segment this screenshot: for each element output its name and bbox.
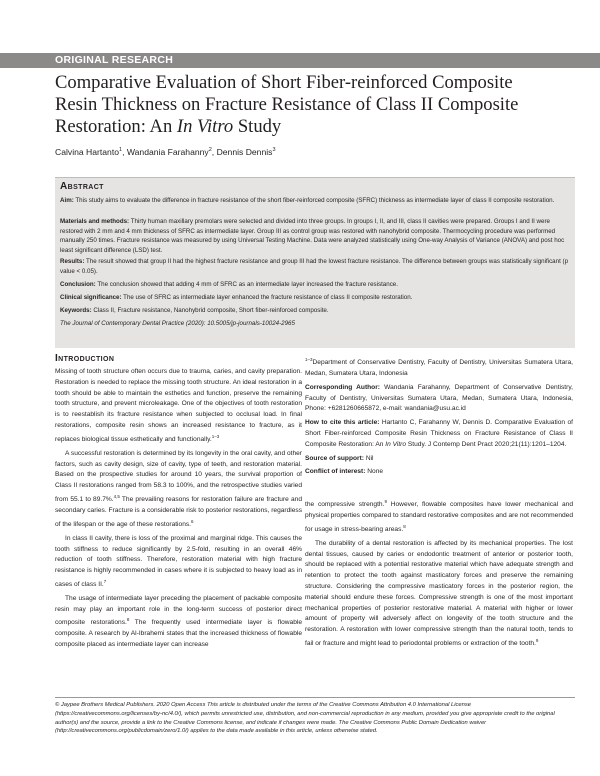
intro-heading: Introduction	[55, 353, 115, 364]
author-list: Calvina Hartanto$^1$, Wandania Farahanny$^2$, Dennis Dennis$^3$	[55, 147, 276, 157]
abstract-aim: Aim: This study aims to evaluate the difference in fracture resistance of the short fiber-reinforced composite (SFRC) thickness as intermediate layer of class II composite restoration.	[60, 197, 555, 204]
abstract-citation: The Journal of Contemporary Dental Practice (2020): 10.5005/jp-journals-10024-2965	[60, 320, 295, 327]
article-title	[55, 72, 575, 138]
conflict-of-interest: Conflict of interest: None	[305, 468, 384, 476]
abstract-heading: Abstract	[60, 181, 104, 192]
intro-paragraph-1: Missing of tooth structure often occurs due to trauma, caries, and cavity preparation. Restoration is needed to replace the missing tooth structure. An ideal restoration in a tooth should be able to maintain the esthetics and function, preserve the remaining tooth structure, and prevent microleakage. One of the objectives of tooth restoration is to reestablish its fracture resistance when subjected to occlusal load. In final restorations, composite resin shows an increased resistance to fracture, as it replaces biological tissue esthetically and functionally.$^{1-3}$	[55, 368, 302, 443]
how-to-cite: How to cite this article: Hartanto C, Farahanny W, Dennis D. Comparative Evaluation of Short Fiber-reinforced Composite Resin Thickness on Fracture Resistance of Class II Composite Restoration: An In Vitro Study. J Contemp Dent Pract 2020;21(11):1201–1204.	[305, 419, 573, 448]
right-paragraph-1: the compressive strength.$^9$ However, flowable composites have lower mechanical and physical properties compared to standard restorative composites and are not recommended for usage in stress-bearing areas.$^8$	[305, 499, 573, 533]
section-label-band	[0, 53, 600, 68]
title-line-3: Restoration: An In Vitro Study	[55, 116, 282, 137]
section-label: ORIGINAL RESEARCH	[55, 54, 174, 66]
right-paragraph-2: The durability of a dental restoration is affected by its mechanical properties. The lost dental tissues, caused by caries or endodontic treatment of anterior or posterior tooth, should be replaced with a potential restorative material which have adequate strength and retention to protect the tooth against masticatory forces and preserve the remaining structure. Considering the compressive masticatory forces in the posterior region, the material should endure these forces. Compressive strength is one of the most important mechanical properties of posterior restorative material. A material with higher or lower amount of property will adversely affect on longevity of the tooth structure and the restoration. A restoration with lower compressive strength than the natural tooth, tends to fail or fracture and might lead to periodontal problems or extraction of the tooth.$^9$	[305, 539, 573, 648]
right-column	[305, 497, 573, 650]
affiliation-block	[305, 355, 573, 481]
intro-paragraph-2: A successful restoration is determined by its longevity in the oral cavity, and other factors, such as cavity design, size of cavity, type of teeth, and restoration material. Based on the prospective studies for around 10 years, the survival proportion of Class II restorations ranged from 58.3 to 100%, and the retrospective studies varied from 55.1 to 89.7%.$^{4,5}$ The prevailing reasons for restoration failure are fracture and secondary caries. Fracture is a considerable risk to posterior restorations, regardless of the lifespan or the age of these restorations.$^6$	[55, 449, 303, 528]
title-line-1: Comparative Evaluation of Short Fiber-reinforced Composite	[55, 72, 513, 93]
intro-paragraph-3: In class II cavity, there is loss of the proximal and marginal ridge. This causes the tooth stiffness to reduce significantly by 2.5-fold, resulting in an overall 46% reduction of tooth stiffness. Therefore, restoration material with high fracture resistance is highly recommended in cases where it is subjected to heavy load as in cases of class II.$^7$	[55, 534, 302, 589]
title-line-2: Resin Thickness on Fracture Resistance of Class II Composite	[55, 94, 519, 115]
source-of-support: Source of support: Nil	[305, 454, 374, 462]
intro-paragraph-4: The usage of intermediate layer preceding the placement of packable composite resin may play an important role in the long-term success of posterior direct composite restorations.$^8$ The frequently used intermediate layer is flowable composite. A research by Al-Ibrahemi states that the increased thickness of flowable composite placed as intermediate layer can increase	[55, 594, 302, 649]
corresponding-author: Corresponding Author: Wandania Farahanny, Department of Conservative Dentistry, Faculty of Dentistry, Universitas Sumatera Utara, Medan, Sumatera Utara, Indonesia, Phone: +6281260665872, e-mail: wandania@usu.ac.id	[305, 383, 573, 413]
abstract-keywords: Keywords: Class II, Fracture resistance, Nanohybrid composite, Short fiber-reinforced composite.	[60, 307, 329, 314]
affiliation: $^{1-3}$Department of Conservative Dentistry, Faculty of Dentistry, Universitas Sumatera Utara, Medan, Sumatera Utara, Indonesia	[305, 357, 573, 377]
license-footer: © Jaypee Brothers Medical Publishers. 2020 Open Access This article is distributed under the terms of the Creative Commons Attribution 4.0 International License (https://creativecommons.org/licenses/by-nc/4.0/), which permits unrestricted use, distribution, and non-commercial reproduction in any medium, provided you give appropriate credit to the original author(s) and the source, provide a link to the Creative Commons license, and indicate if changes were made. The Creative Commons Public Domain Dedication waiver (http://creativecommons.org/publicdomain/zero/1.0/) applies to the data made available in this article, unless otherwise stated.	[55, 702, 555, 735]
abstract-conclusion: Conclusion: The conclusion showed that adding 4 mm of SFRC as an intermediate layer increased the fracture resistance.	[60, 281, 398, 288]
abstract-clinical: Clinical significance: The use of SFRC as intermediate layer enhanced the fracture resistance of class II composite restoration.	[60, 294, 413, 301]
abstract-methods: Materials and methods: Thirty human maxillary premolars were selected and divided into three groups. In groups I, II, and III, class II cavities were prepared. Groups I and II were restored with 2 mm and 4 mm thickness of SFRC as intermediate layer. Group III as control group was restored with nanohybrid composite. Thermocycling procedure was performed manually 250 times. Fracture resistance was measured by using Universal Testing Machine. Data were analyzed statistically using One-way Analysis of Variance (ANOVA) and post hoc least significant difference (LSD) test.	[60, 218, 565, 254]
footer-divider	[55, 697, 575, 698]
abstract-results: Results: The result showed that group II had the highest fracture resistance and group III had the lowest fracture resistance. The difference between groups was statistically significant (p value < 0.05).	[60, 258, 569, 275]
left-column	[55, 367, 302, 651]
